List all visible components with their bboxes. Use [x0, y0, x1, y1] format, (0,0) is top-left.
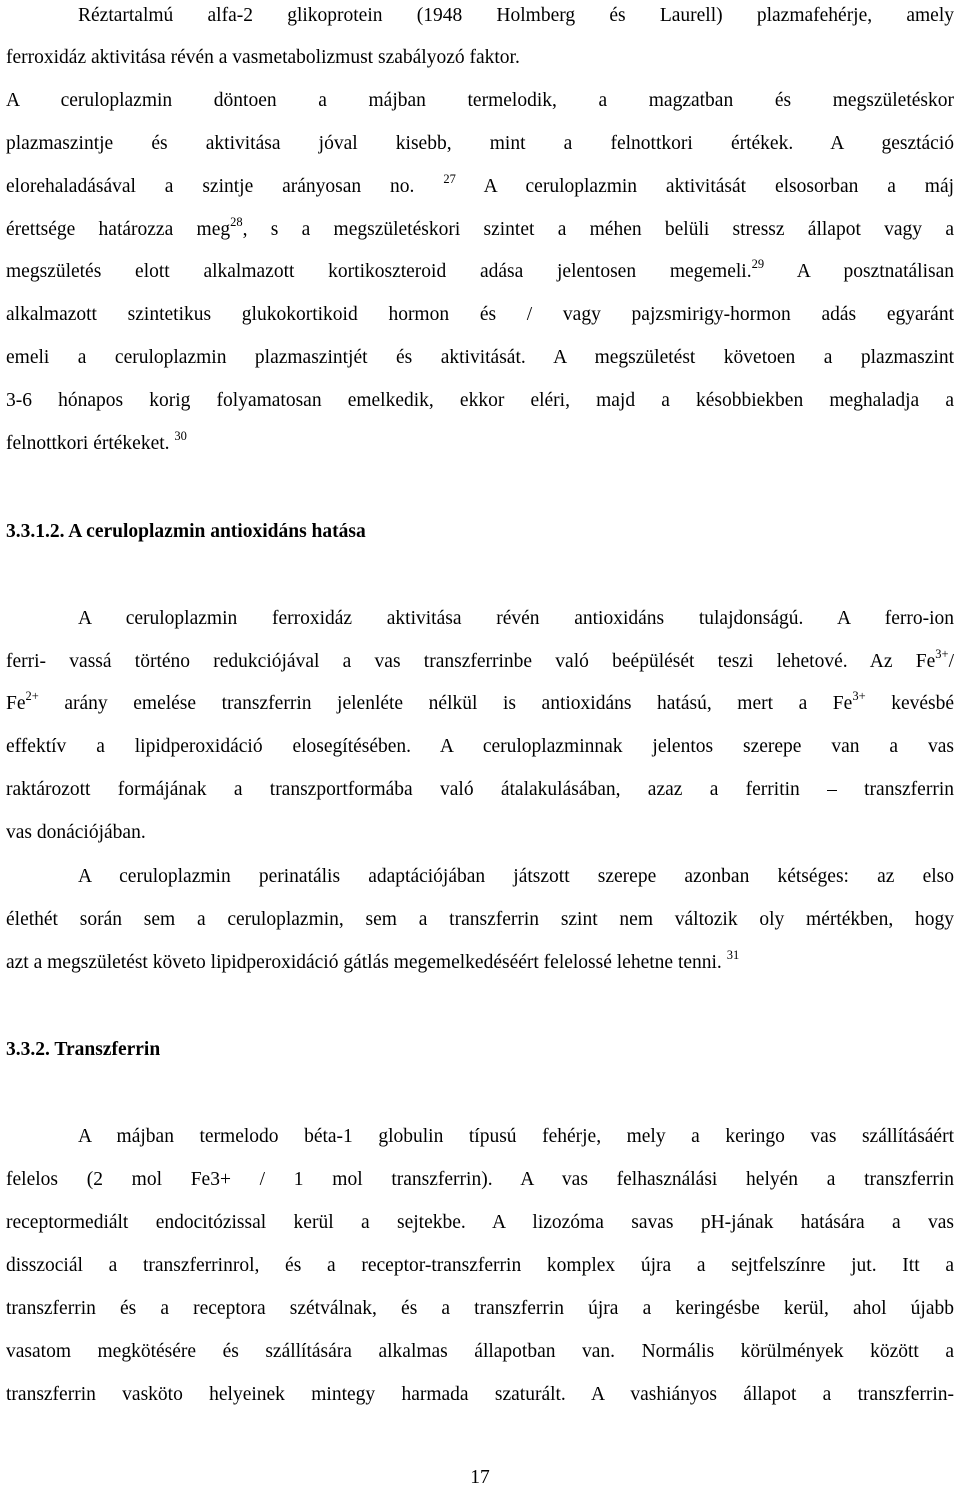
text-span: arány emelése transzferrin jelenléte nélkül is antioxidáns hatású, mert a Fe [38, 693, 853, 714]
text-line [6, 428, 954, 456]
text-span: ferroxidáz aktivitása révén a vasmetabolizmust szabályozó faktor. [6, 47, 520, 68]
text-line [78, 1125, 954, 1149]
text-line [6, 389, 954, 413]
text-line [78, 4, 954, 28]
text-span: transzferrin vasköto helyeinek mintegy harmada szaturált. A vashiányos állapot a transzferrin- [6, 1384, 954, 1405]
text-span: A ceruloplazmin döntoen a májban termelodik, a magzatban és megszületéskor [6, 90, 954, 111]
text-span: A májban termelodo béta-1 globulin típusú fehérje, mely a keringo vas szállításáért [78, 1126, 954, 1147]
text-line [6, 171, 955, 199]
text-line [6, 1340, 954, 1364]
text-line [78, 607, 954, 631]
text-span: kevésbé [865, 693, 954, 714]
section-heading: 3.3.1.2. A ceruloplazmin antioxidáns hatása [6, 521, 366, 542]
text-line [6, 214, 954, 242]
text-span: emeli a ceruloplazmin plazmaszintjét és aktivitását. A megszületést követoen a plazmaszint [6, 347, 954, 368]
text-span: Réztartalmú alfa-2 glikoprotein (1948 Holmberg és Laurell) plazmafehérje, amely [78, 5, 954, 26]
text-span: érettsége határozza meg [6, 219, 231, 240]
text-span: A ceruloplazmin perinatális adaptációjában játszott szerepe azonban kétséges: az elso [78, 866, 954, 887]
footnote-ref: 27 [443, 171, 456, 186]
text-span: felnottkori értékeket. [6, 433, 170, 454]
text-line [6, 256, 954, 284]
text-span: A ceruloplazmin ferroxidáz aktivitása révén antioxidáns tulajdonságú. A ferro-ion [78, 608, 954, 629]
text-line [6, 688, 954, 716]
text-line [78, 865, 954, 889]
text-span: raktározott formájának a transzportformába való átalakulásában, azaz a ferritin – transzferrin [6, 779, 954, 800]
text-line [6, 346, 954, 370]
page-number: 17 [470, 1467, 490, 1488]
text-line [6, 46, 954, 70]
superscript: 2+ [25, 688, 39, 703]
text-span: vasatom megkötésére és szállítására alkalmas állapotban van. Normális körülmények között a [6, 1341, 954, 1362]
text-span: transzferrin és a receptora szétválnak, és a transzferrin újra a keringésbe kerül, ahol újabb [6, 1298, 954, 1319]
text-span: / [948, 651, 954, 672]
footnote-ref: 30 [174, 428, 187, 443]
text-span: A ceruloplazmin aktivitását elsosorban a máj [455, 176, 955, 197]
text-span: felelos (2 mol Fe3+ / 1 mol transzferrin). A vas felhasználási helyén a transzferrin [6, 1169, 954, 1190]
text-span: élethét során sem a ceruloplazmin, sem a transzferrin szint nem változik oly mértékben, hogy [6, 909, 954, 930]
text-line [6, 947, 954, 975]
text-line [6, 821, 954, 845]
text-span: Fe [6, 693, 26, 714]
text-span: A posztnatálisan [764, 261, 954, 282]
text-span: disszociál a transzferrinrol, és a receptor-transzferrin komplex újra a sejtfelszínre jut. Itt a [6, 1255, 954, 1276]
text-line [6, 1211, 954, 1235]
superscript: 3+ [935, 646, 949, 661]
text-line [6, 778, 954, 802]
superscript: 3+ [852, 688, 866, 703]
section-heading: 3.3.2. Transzferrin [6, 1039, 161, 1060]
text-line [6, 646, 954, 674]
footnote-ref: 28 [230, 214, 243, 229]
text-span: elorehaladásával a szintje arányosan no. [6, 176, 415, 197]
text-line [6, 1168, 954, 1192]
text-line [6, 1254, 954, 1278]
footnote-ref: 29 [751, 256, 765, 271]
text-span: ferri- vassá történo redukciójával a vas transzferrinbe való beépülését teszi lehetové. Az Fe [6, 651, 936, 672]
text-span: , s a megszületéskori szintet a méhen belüli stressz állapot vagy a [242, 219, 954, 240]
text-span: alkalmazott szintetikus glukokortikoid hormon és / vagy pajzsmirigy-hormon adás egyaránt [6, 304, 954, 325]
text-span: plazmaszintje és aktivitása jóval kisebb, mint a felnottkori értékek. A gesztáció [6, 133, 954, 154]
text-line [6, 1383, 954, 1407]
text-span: vas donációjában. [6, 822, 146, 843]
text-line [6, 735, 954, 759]
text-span: effektív a lipidperoxidáció elosegítésében. A ceruloplazminnak jelentos szerepe van a vas [6, 736, 954, 757]
footnote-ref: 31 [726, 947, 740, 962]
text-line [6, 132, 954, 156]
text-line [6, 303, 954, 327]
text-line [6, 908, 954, 932]
text-line [6, 89, 954, 113]
text-span: megszületés elott alkalmazott kortikoszteroid adása jelentosen megemeli. [6, 261, 752, 282]
text-span: azt a megszületést követo lipidperoxidáció gátlás megemelkedéséért felelossé lehetne tenni. [6, 952, 722, 973]
text-span: 3-6 hónapos korig folyamatosan emelkedik, ekkor eléri, majd a késobbiekben meghaladja a [6, 390, 954, 411]
text-line [6, 1297, 954, 1321]
text-span: receptormediált endocitózissal kerül a sejtekbe. A lizozóma savas pH-jának hatására a vas [6, 1212, 954, 1233]
